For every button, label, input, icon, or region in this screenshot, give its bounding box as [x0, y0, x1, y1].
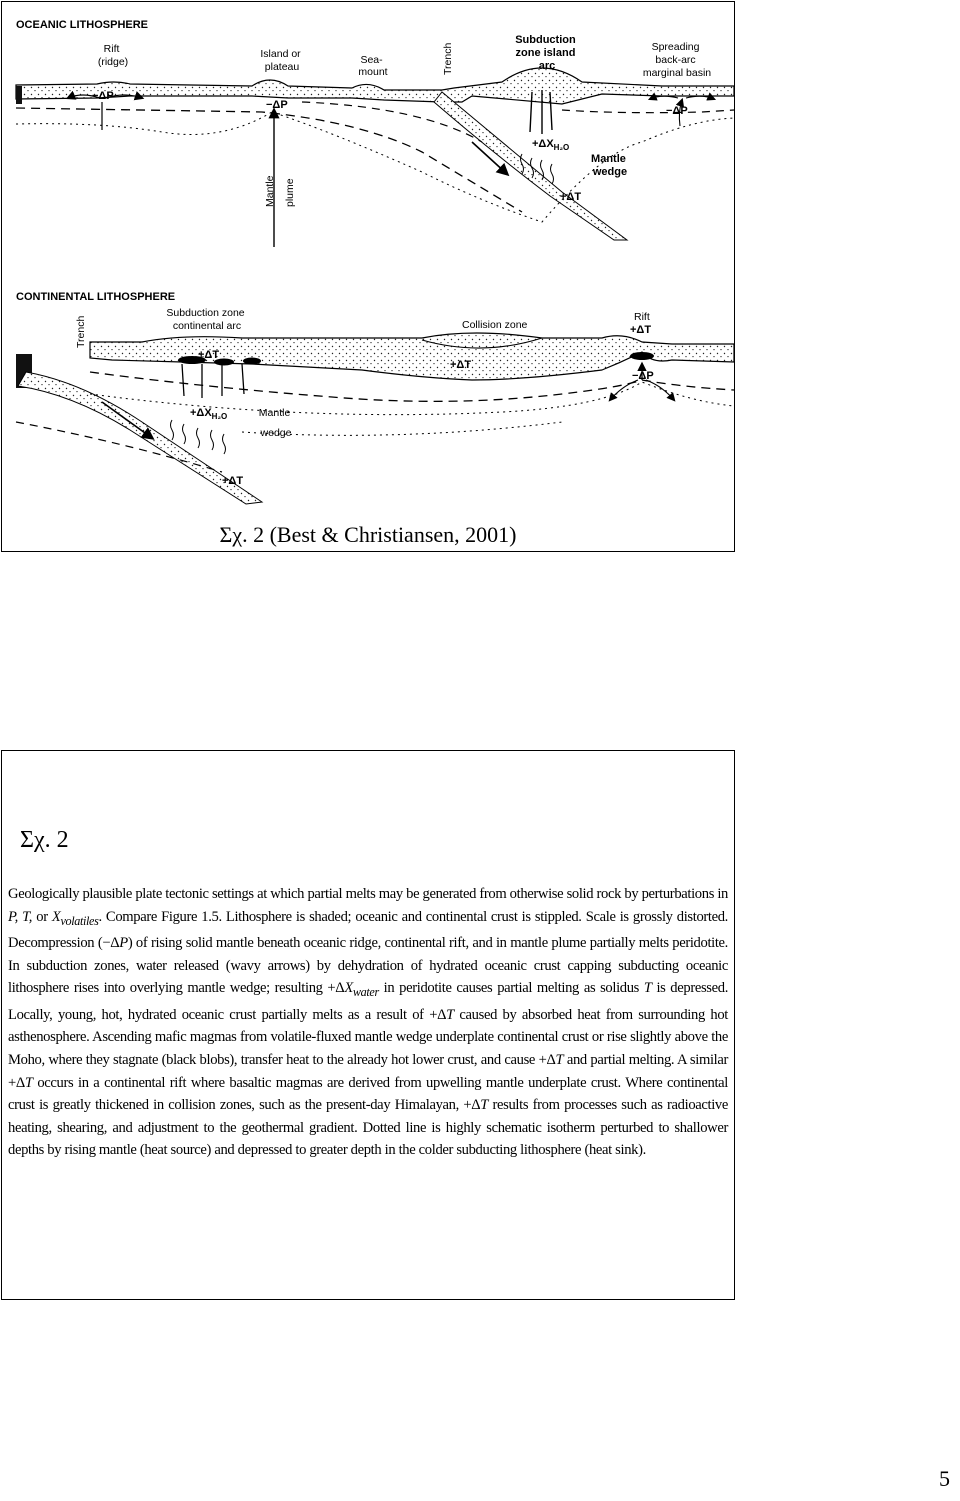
- continental-heading: CONTINENTAL LITHOSPHERE: [16, 291, 176, 303]
- backarc-flow-left: [650, 96, 678, 99]
- page-number: 5: [939, 1466, 950, 1491]
- mantle-wedge-oceanic-label: Mantle wedge: [591, 153, 628, 178]
- trench-label-continental: Trench: [75, 315, 87, 348]
- plate-tectonics-diagram: [2, 2, 736, 517]
- rift-ridge-label: Rift (ridge): [97, 43, 129, 68]
- figure-caption: Σχ. 2 (Best & Christiansen, 2001): [219, 522, 517, 547]
- trench-label-oceanic: Trench: [442, 42, 454, 75]
- dt-oceanic-label: +ΔT: [560, 191, 582, 203]
- dp-island-label: −ΔP: [266, 99, 288, 111]
- arc-feeder-conduits: [182, 364, 244, 398]
- cont-rift-dp-label: −ΔP: [632, 370, 654, 382]
- oceanic-heading: OCEANIC LITHOSPHERE: [16, 19, 149, 31]
- collision-dt-label: +ΔT: [450, 359, 472, 371]
- subduction-continental-arc-label: Subduction zone continental arc: [166, 307, 245, 332]
- slide-figure: [1, 1, 735, 552]
- continental-subduction-arrow: [102, 402, 152, 438]
- dp-backarc-label: −ΔP: [666, 105, 688, 117]
- collision-zone-label: Collision zone: [462, 319, 528, 331]
- slide-caption: [1, 750, 735, 1300]
- figure-caption-text: Geologically plausible plate tectonic settings at which partial melts may be generated from otherwise solid rock by perturbations in P, T, or $X_{volatiles}$. Compare Figure 1.5. Lithosphere is shaded; oceanic and continental crust is stippled. Scale is grossly distorted. Decompression (−ΔP) of rising solid mantle beneath oceanic ridge, continental rift, and in mantle plume partially melts peridotite. In subduction zones, water released (wavy arrows) by dehydration of hydrated oceanic crust capping subducting oceanic lithosphere rises into overlying mantle wedge; resulting $+\Delta X_{water}$ in peridotite causes partial melting as solidus T is depressed. Locally, young, hot, hydrated oceanic crust partially melts as a result of +ΔT caused by absorbed heat from surrounding hot asthenosphere. Ascending mafic magmas from volatile-fluxed mantle wedge underplate continental crust or rise slightly above the Moho, where they stagnate (black blobs), transfer heat to the already hot lower crust, and cause +ΔT and partial melting. A similar +ΔT occurs in a continental rift where basaltic magmas are derived from upwelling mantle underplate crust. Where continental crust is greatly thickened in collision zones, such as the present-day Himalayan, +ΔT results from processes such as radioactive heating, shearing, and adjustment to the geothermal gradient. Dotted line is highly schematic isotherm perturbed to shallower depths by rising mantle (heat source) and depressed to greater depth in the colder subducting lithosphere (heat sink).: [8, 886, 729, 1159]
- slide-title: Σχ. 2: [20, 827, 69, 853]
- backarc-flow-right: [686, 96, 714, 99]
- dx-h2o-continental-label: $+\Delta X_{H_2O}$: [190, 407, 228, 421]
- cont-rift-dt-label: +ΔT: [630, 324, 652, 336]
- seamount-label: Sea- mount: [358, 54, 388, 78]
- spreading-backarc-label: Spreading back-arc marginal basin: [642, 41, 712, 79]
- mantle-wedge-continental-label: Mantle wedge: [258, 407, 292, 439]
- dx-h2o-oceanic-label: $+\Delta X_{H_2O}$: [532, 138, 570, 152]
- backarc-lab-line: [562, 110, 734, 113]
- continental-isotherm: [90, 382, 734, 415]
- cont-rift-label: Rift: [634, 311, 650, 323]
- oceanic-lithosphere-edge: [16, 86, 22, 104]
- island-plateau-label: Island or plateau: [260, 48, 301, 73]
- slab-dt-label: +ΔT: [222, 475, 244, 487]
- subduction-island-arc-label: Subduction zone island arc: [515, 34, 576, 72]
- mantle-plume-label: Mantle plume: [264, 175, 296, 207]
- arc-dt-label: +ΔT: [198, 349, 220, 361]
- dp-rift-label: −ΔP: [92, 90, 114, 102]
